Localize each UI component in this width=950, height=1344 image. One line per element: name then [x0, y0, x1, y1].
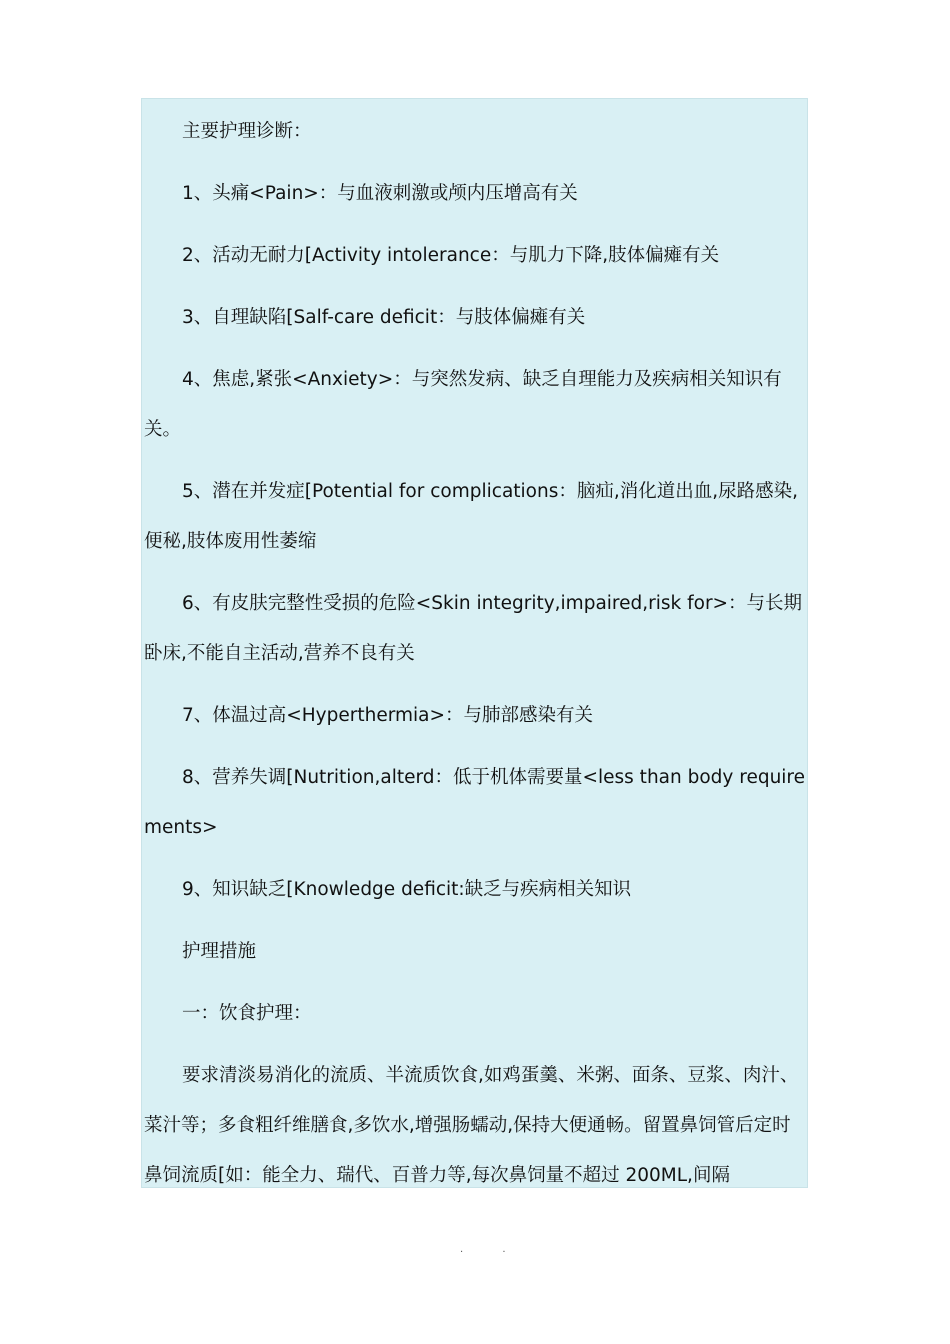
diagnosis-item-3: 3、自理缺陷[Salf-care deficit：与肢体偏瘫有关: [182, 307, 586, 328]
diagnosis-item-6: 6、有皮肤完整性受损的危险<Skin integrity,impaired,risk for>：与长期卧床,不能自主活动,营养不良有关: [144, 593, 803, 664]
diagnosis-item-9: 9、知识缺乏[Knowledge deficit:缺乏与疾病相关知识: [182, 879, 632, 900]
measures-heading: 护理措施: [182, 941, 257, 962]
document-body: [142, 99, 807, 1188]
document-page: [141, 98, 808, 1188]
diagnosis-item-4: 4、焦虑,紧张<Anxiety>：与突然发病、缺乏自理能力及疾病相关知识有关。: [144, 369, 782, 440]
diagnosis-item-5: 5、潜在并发症[Potential for complications：脑疝,消化道出血,尿路感染,便秘,肢体废用性萎缩: [144, 481, 798, 552]
diagnosis-item-2: 2、活动无耐力[Activity intolerance：与肌力下降,肢体偏瘫有关: [182, 245, 720, 266]
diet-care-text: 要求清淡易消化的流质、半流质饮食,如鸡蛋羹、米粥、面条、豆浆、肉汁、菜汁等；多食粗纤维膳食,多饮水,增强肠蠕动,保持大便通畅。留置鼻饲管后定时鼻饲流质[如：能全力、瑞代、百普力等,每次鼻饲量不超过 200ML,间隔: [144, 1065, 799, 1186]
diagnosis-item-7: 7、体温过高<Hyperthermia>：与肺部感染有关: [182, 705, 594, 726]
page-footer-mark: . .: [460, 1244, 524, 1255]
diagnosis-item-8: 8、营养失调[Nutrition,alterd：低于机体需要量<less than body requirements>: [144, 767, 806, 838]
diagnosis-item-1: 1、头痛<Pain>：与血液刺激或颅内压增高有关: [182, 183, 578, 204]
diagnosis-heading: 主要护理诊断：: [182, 121, 312, 142]
diet-care-heading: 一：饮食护理：: [182, 1003, 312, 1024]
